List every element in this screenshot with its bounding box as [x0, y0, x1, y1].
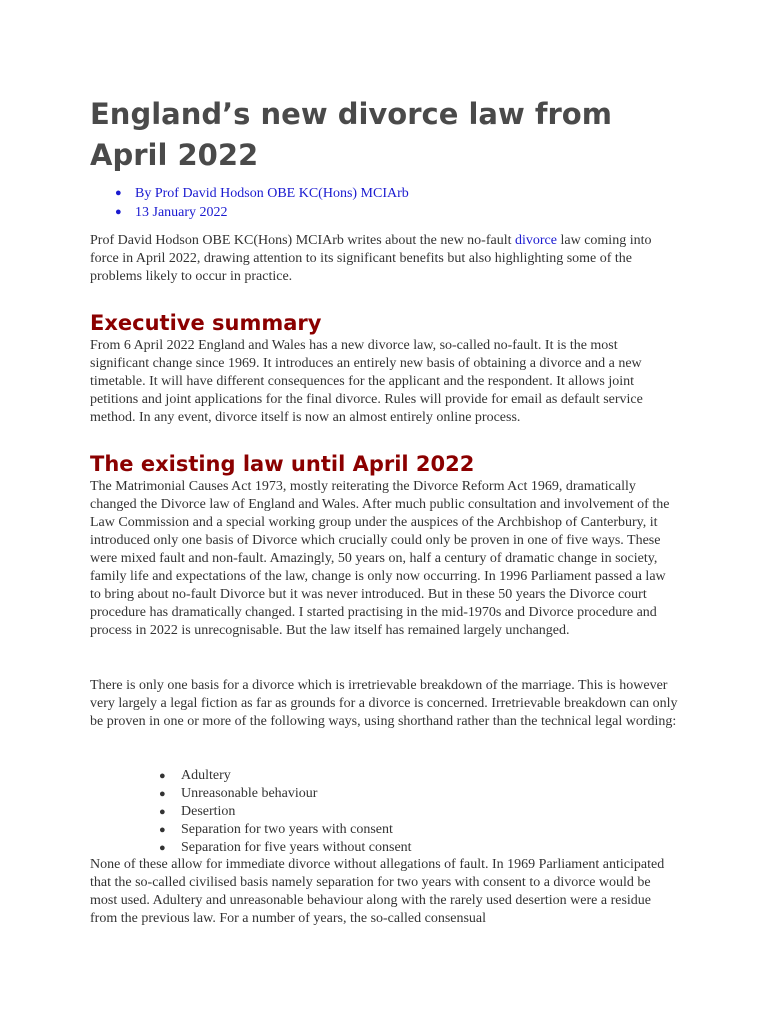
existing-law-paragraph-2: There is only one basis for a divorce which is irretrievable breakdown of the marriage. This is however very largely a legal fiction as far as grounds for a divorce is concerned. Irretrievable breakdown can only be proven in one or more of the following ways, using shorthand rather than the technical legal wording: [90, 678, 678, 729]
bullet-icon: ● [159, 824, 166, 836]
bullet-icon: ● [159, 770, 166, 782]
grounds-list [90, 767, 412, 857]
bullet-icon: ● [159, 842, 166, 854]
bullet-icon: ● [115, 206, 122, 218]
author-link[interactable]: By Prof David Hodson OBE KC(Hons) MCIArb [135, 186, 409, 201]
list-item [90, 821, 412, 839]
list-item [90, 803, 412, 821]
intro-paragraph [90, 232, 680, 286]
list-item-text: Unreasonable behaviour [181, 786, 318, 801]
bullet-icon: ● [115, 187, 122, 199]
list-item [90, 767, 412, 785]
divorce-link[interactable]: divorce [515, 233, 557, 248]
bullet-icon: ● [159, 788, 166, 800]
list-item-text: Desertion [181, 804, 236, 819]
list-item [90, 839, 412, 857]
intro-text-end: law coming into force in April 2022, drawing attention to its significant benefits but also highlighting some of the problems likely to occur in practice. [90, 233, 652, 284]
list-item-text: Separation for five years without consent [181, 840, 412, 855]
after-list-paragraph: None of these allow for immediate divorce without allegations of fault. In 1969 Parliament anticipated that the so-called civilised basis namely separation for two years with consent to a divorce would be most used. Adultery and unreasonable behaviour along with the rarely used desertion were a residue from the previous law. For a number of years, the so-called consensual [90, 857, 665, 926]
byline-item [90, 184, 409, 203]
list-item-text: Adultery [181, 768, 231, 783]
section-heading-executive-summary: Executive summary [90, 311, 322, 335]
intro-text-start: Prof David Hodson OBE KC(Hons) MCIArb writes about the new no-fault [90, 233, 515, 248]
section-heading-existing-law: The existing law until April 2022 [90, 452, 475, 476]
date-item [90, 203, 409, 222]
bullet-icon: ● [159, 806, 166, 818]
article-meta [90, 184, 409, 222]
executive-summary-paragraph: From 6 April 2022 England and Wales has a new divorce law, so-called no-fault. It is the most significant change since 1969. It introduces an entirely new basis of obtaining a divorce and a new timetable. It will have different consequences for the applicant and the respondent. It allows joint petitions and joint applications for the final divorce. Rules will provide for email as default service method. In any event, divorce itself is now an almost entirely online process. [90, 338, 643, 425]
list-item [90, 785, 412, 803]
list-item-text: Separation for two years with consent [181, 822, 393, 837]
existing-law-paragraph-1: The Matrimonial Causes Act 1973, mostly reiterating the Divorce Reform Act 1969, dramatically changed the Divorce law of England and Wales. After much public consultation and involvement of the Law Commission and a special working group under the auspices of the Archbishop of Canterbury, it introduced only one basis of Divorce which crucially could only be proven in one of five ways. These were mixed fault and non-fault. Amazingly, 50 years on, half a century of dramatic change in society, family life and expectations of the law, change is only now occurring. In 1996 Parliament passed a law to bring about no-fault Divorce but it was never introduced. But in these 50 years the Divorce court procedure has dramatically changed. I started practising in the mid-1970s and Divorce procedure and process in 2022 is unrecognisable. But the law itself has remained largely unchanged. [90, 479, 670, 638]
article-title: England’s new divorce law from April 2022 [90, 97, 612, 172]
date-link[interactable]: 13 January 2022 [135, 205, 228, 220]
